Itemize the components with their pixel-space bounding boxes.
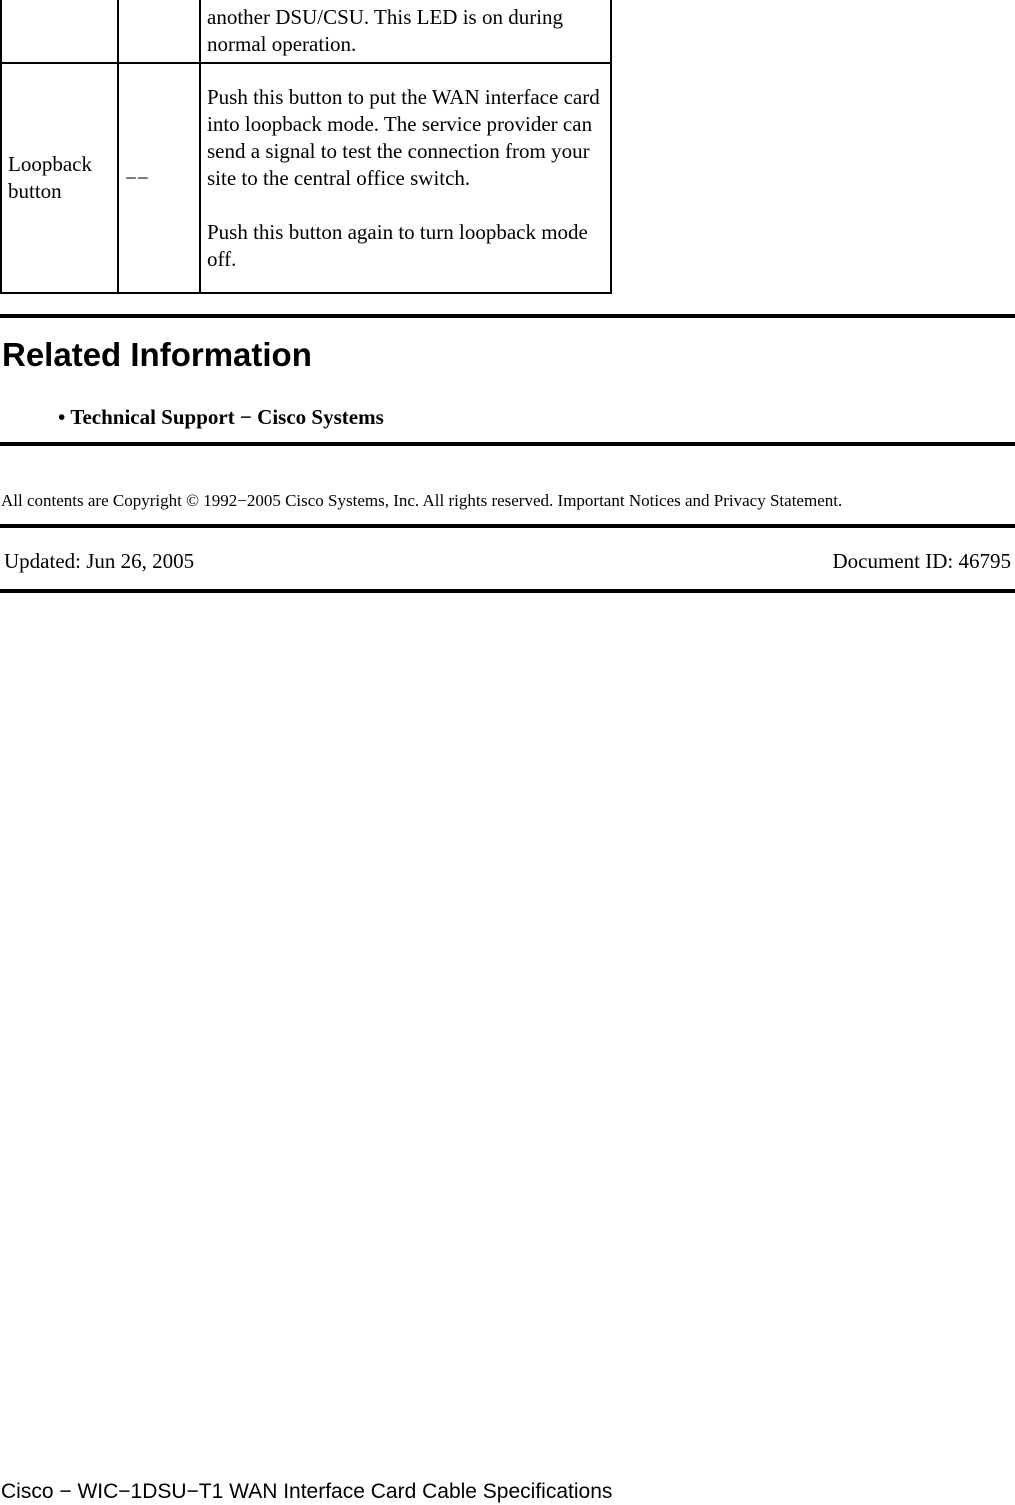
horizontal-rule [0,442,1015,446]
table-cell-name [1,0,118,63]
page-footer-title: Cisco − WIC−1DSU−T1 WAN Interface Card Cable Specifications [1,1480,613,1503]
table-cell-name: Loopback button [1,63,118,293]
horizontal-rule [0,524,1015,528]
section-heading: Related Information [2,336,312,373]
privacy-statement-link[interactable]: Privacy Statement [713,491,838,510]
table-cell-indicator: −− [118,63,200,293]
table-cell-indicator [118,0,200,63]
list-item [58,404,384,430]
table-cell-description: another DSU/CSU. This LED is on during normal operation. [200,0,611,63]
copyright-notice [1,490,842,512]
horizontal-rule [0,314,1015,318]
important-notices-link[interactable]: Important Notices [557,491,681,510]
led-spec-table [0,0,612,294]
technical-support-link[interactable]: Technical Support − Cisco Systems [70,405,384,429]
table-cell-description [200,63,611,293]
description-paragraph: Push this button again to turn loopback mode off. [207,219,588,271]
table-row [1,63,611,293]
copyright-text: . [837,491,843,510]
copyright-text: and [680,491,714,510]
copyright-text: All contents are Copyright © 1992−2005 Cisco Systems, Inc. All rights reserved. [1,491,558,510]
updated-date: Updated: Jun 26, 2005 [4,549,195,573]
document-id: Document ID: 46795 [832,549,1011,573]
bullet-icon: • [58,405,66,429]
related-links-list [58,404,384,430]
table-row [1,0,611,63]
description-paragraph: Push this button to put the WAN interface card into loopback mode. The service provider can send a signal to test the connection from your site to the central office switch. [207,84,600,190]
horizontal-rule [0,589,1015,593]
